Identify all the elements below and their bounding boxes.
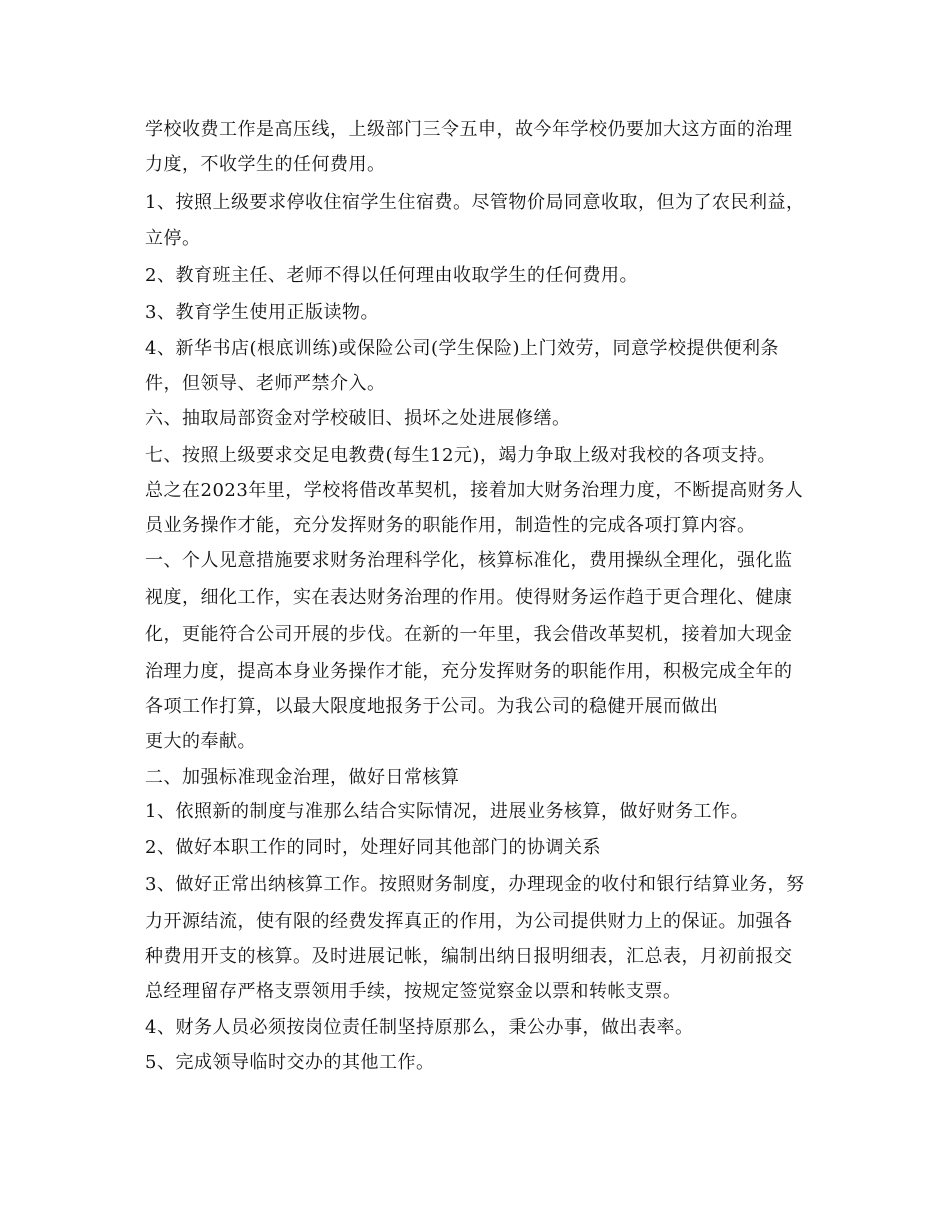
- text-line: 更大的奉献。: [145, 731, 256, 752]
- text-line: 治理力度，提高本身业务操作才能，充分发挥财务的职能作用，积极完成全年的: [145, 661, 793, 682]
- text-line: 视度，细化工作，实在表达财务治理的作用。使得财务运作趋于更合理化、健康: [145, 587, 793, 608]
- text-line: 立停。: [145, 228, 201, 249]
- text-line: 1、依照新的制度与准那么结合实际情况，进展业务核算，做好财务工作。: [145, 801, 749, 822]
- text-line: 总之在2023年里，学校将借改革契机，接着加大财务治理力度，不断提高财务人: [145, 480, 804, 501]
- text-line: 种费用开支的核算。及时进展记帐，编制出纳日报明细表，汇总表，月初前报交: [145, 946, 793, 967]
- text-line: 二、加强标准现金治理，做好日常核算: [145, 767, 460, 788]
- text-line: 各项工作打算，以最大限度地报务于公司。为我公司的稳健开展而做出: [145, 696, 719, 717]
- text-line: 4、新华书店(根底训练)或保险公司(学生保险)上门效劳，同意学校提供便利条: [145, 338, 780, 359]
- text-line: 力开源结流，使有限的经费发挥真正的作用，为公司提供财力上的保证。加强各: [145, 911, 793, 932]
- text-line: 学校收费工作是高压线，上级部门三令五申，故今年学校仍要加大这方面的治理: [145, 119, 793, 140]
- text-line: 5、完成领导临时交办的其他工作。: [145, 1052, 435, 1073]
- text-line: 3、教育学生使用正版读物。: [145, 302, 379, 323]
- text-line: 2、教育班主任、老师不得以任何理由收取学生的任何费用。: [145, 265, 638, 286]
- text-line: 一、个人见意措施要求财务治理科学化，核算标准化，费用操纵全理化，强化监: [145, 550, 793, 571]
- text-line: 4、财务人员必须按岗位责任制坚持原那么，秉公办事，做出表率。: [145, 1017, 694, 1038]
- text-line: 3、做好正常出纳核算工作。按照财务制度，办理现金的收付和银行结算业务，努: [145, 874, 805, 895]
- text-line: 1、按照上级要求停收住宿学生住宿费。尽管物价局同意收取，但为了农民利益，: [145, 192, 805, 213]
- text-line: 件，但领导、老师严禁介入。: [145, 373, 386, 394]
- text-line: 总经理留存严格支票领用手续，按规定签觉察金以票和转帐支票。: [145, 981, 682, 1002]
- text-line: 2、做好本职工作的同时，处理好同其他部门的协调关系: [145, 837, 601, 858]
- text-line: 六、抽取局部资金对学校破旧、损坏之处进展修缮。: [145, 408, 571, 429]
- text-line: 力度，不收学生的任何费用。: [145, 154, 386, 175]
- text-line: 化，更能符合公司开展的步伐。在新的一年里，我会借改革契机，接着加大现金: [145, 624, 793, 645]
- text-line: 七、按照上级要求交足电教费(每生12元)，竭力争取上级对我校的各项支持。: [145, 445, 776, 466]
- text-line: 员业务操作才能，充分发挥财务的职能作用，制造性的完成各项打算内容。: [145, 515, 756, 536]
